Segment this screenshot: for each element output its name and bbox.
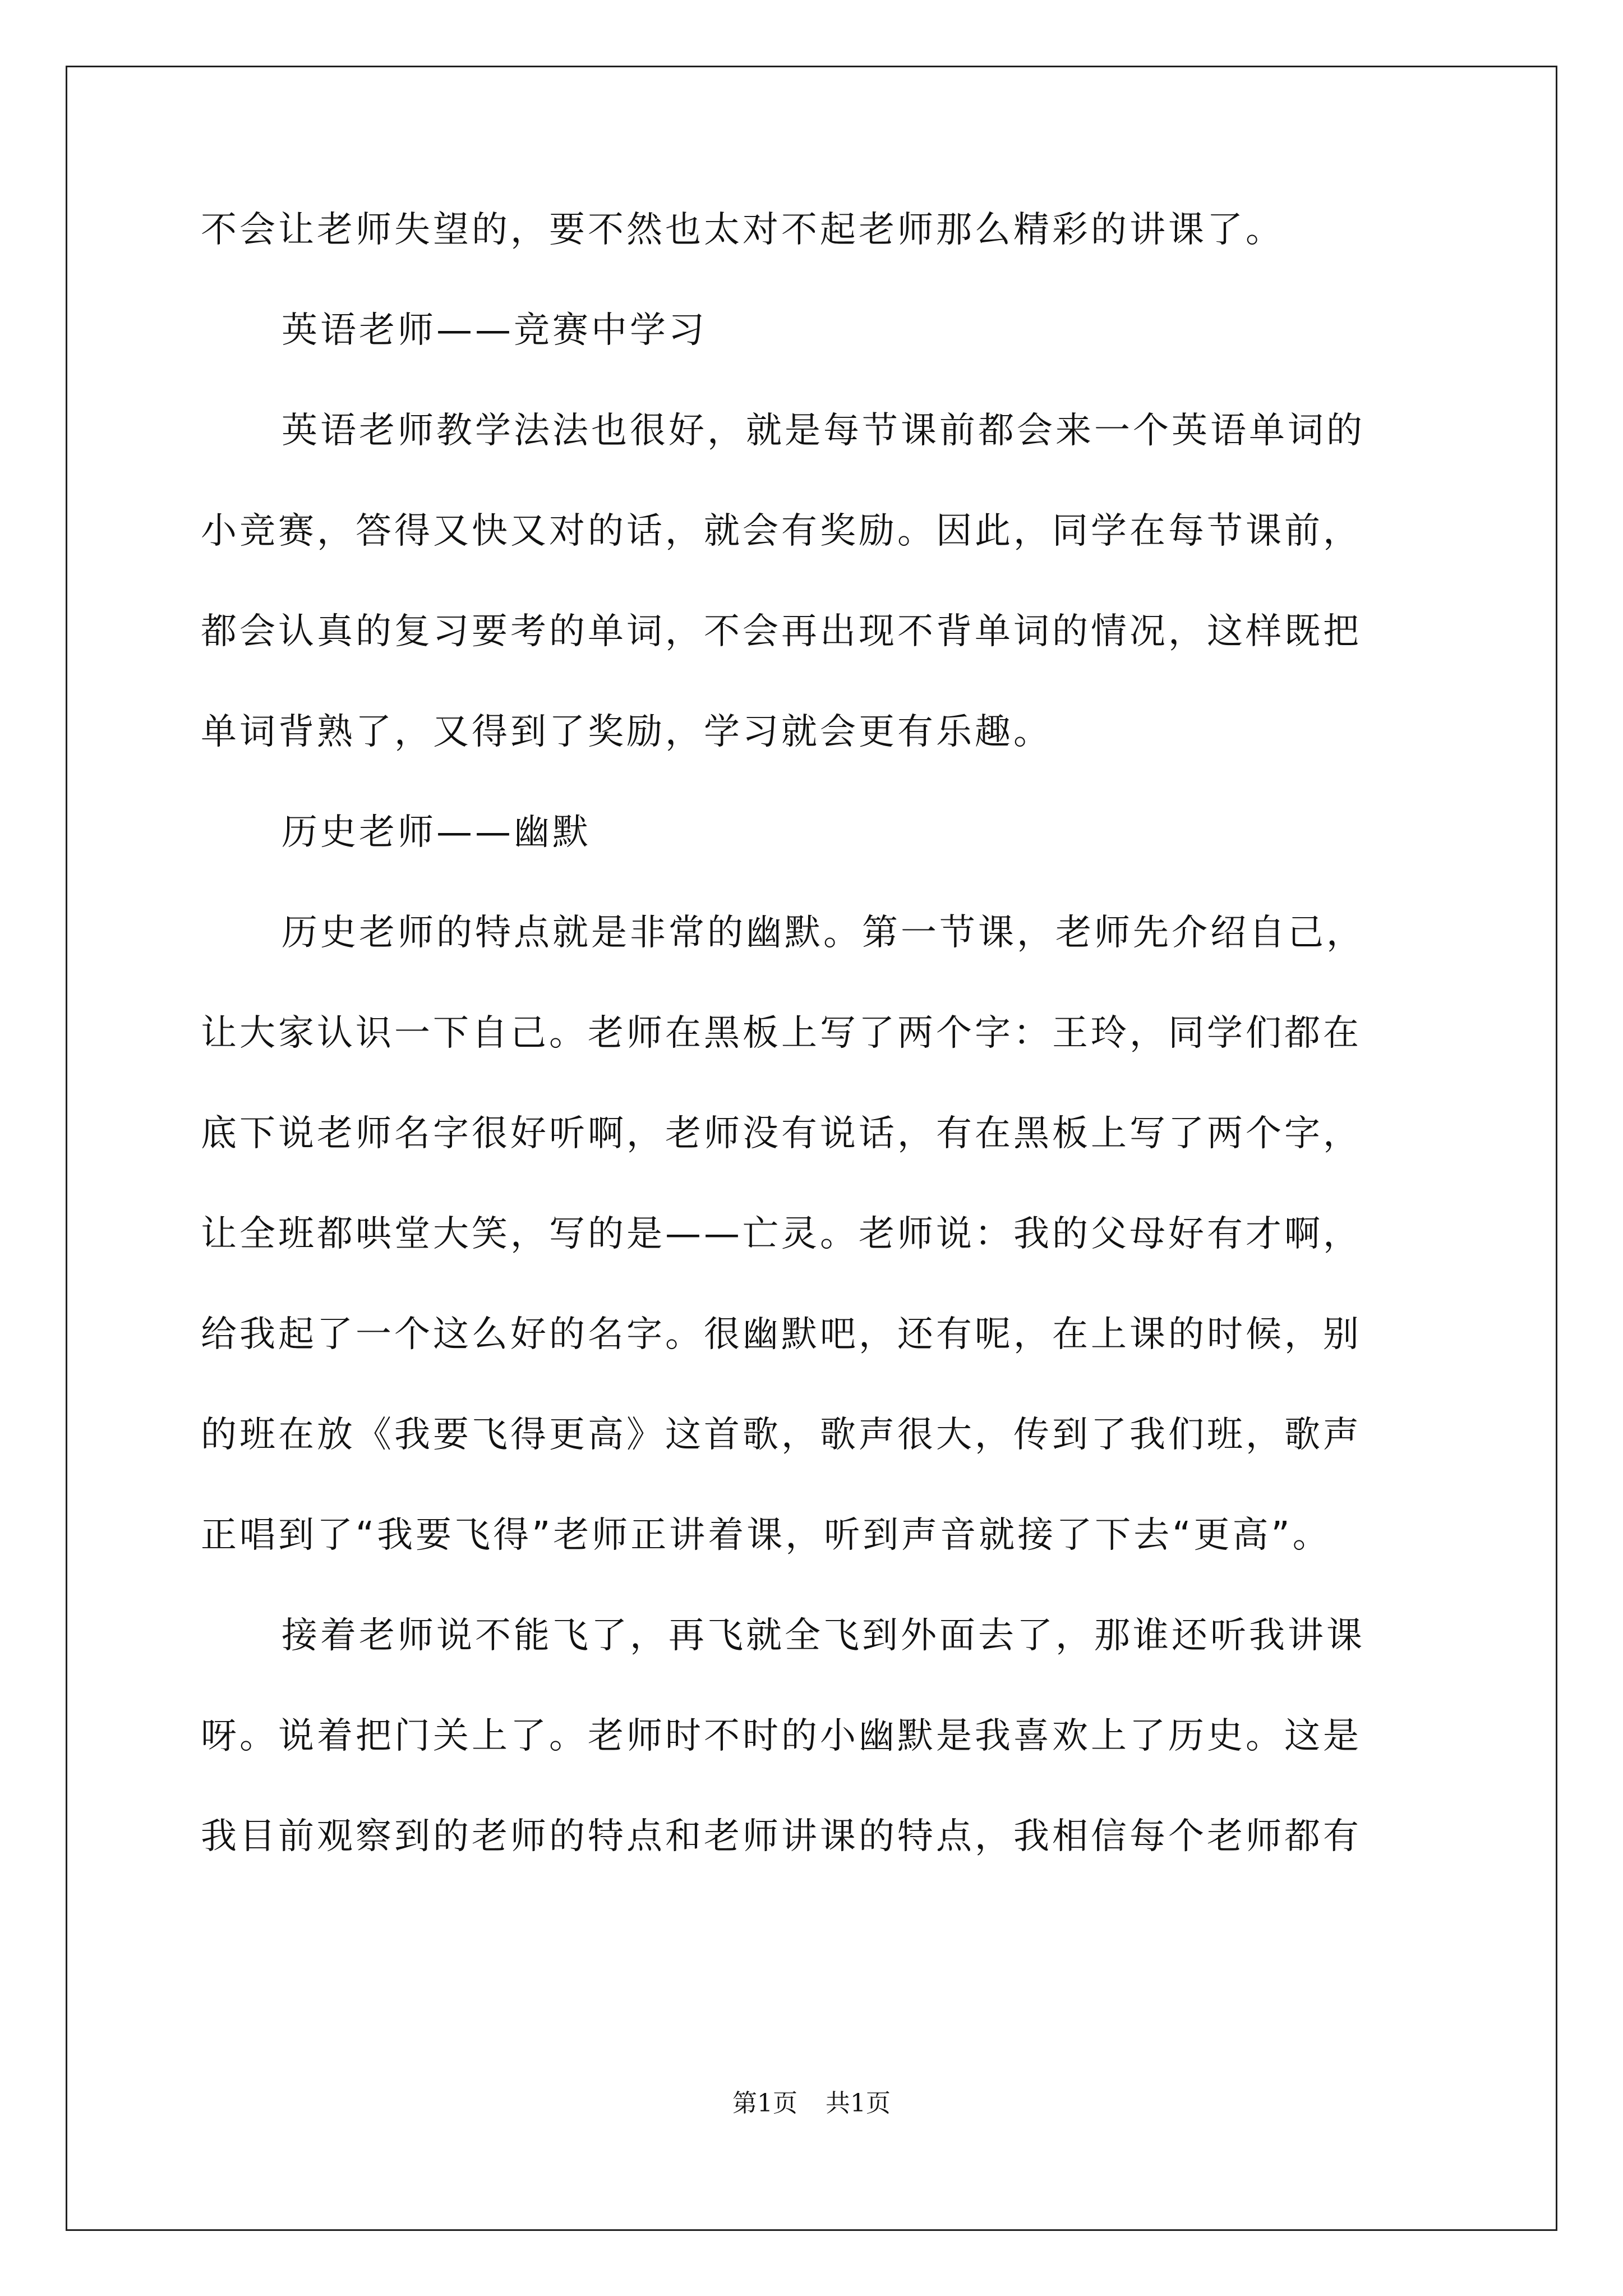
text-line: 单词背熟了，又得到了奖励，学习就会更有乐趣。 (201, 711, 1052, 753)
text-line: 让大家认识一下自己。老师在黑板上写了两个字：王玲，同学们都在 (201, 1013, 1362, 1054)
page-number-current: 第1页 (732, 2089, 797, 2118)
text-line: 不会让老师失望的，要不然也太对不起老师那么精彩的讲课了。 (201, 209, 1284, 251)
text-line: 正唱到了“我要飞得”老师正讲着课，听到声音就接了下去“更高”。 (201, 1515, 1331, 1556)
text-line: 英语老师教学法法也很好，就是每节课前都会来一个英语单词的 (282, 410, 1365, 452)
text-line: 的班在放《我要飞得更高》这首歌，歌声很大，传到了我们班，歌声 (201, 1414, 1362, 1456)
text-line: 给我起了一个这么好的名字。很幽默吧，还有呢，在上课的时候，别 (201, 1314, 1362, 1355)
text-line: 底下说老师名字很好听啊，老师没有说话，有在黑板上写了两个字， (201, 1113, 1362, 1154)
document-body (201, 202, 1463, 1909)
text-line: 英语老师——竞赛中学习 (282, 310, 707, 351)
page-footer (0, 2087, 1623, 2120)
text-line: 小竞赛，答得又快又对的话，就会有奖励。因此，同学在每节课前， (201, 510, 1362, 552)
text-line: 历史老师——幽默 (282, 812, 591, 853)
text-line: 呀。说着把门关上了。老师时不时的小幽默是我喜欢上了历史。这是 (201, 1715, 1362, 1757)
text-line: 我目前观察到的老师的特点和老师讲课的特点，我相信每个老师都有 (201, 1816, 1362, 1857)
page-number-total: 共1页 (826, 2089, 891, 2118)
text-line: 让全班都哄堂大笑，写的是——亡灵。老师说：我的父母好有才啊， (201, 1213, 1362, 1255)
text-line: 历史老师的特点就是非常的幽默。第一节课，老师先介绍自己， (282, 912, 1365, 954)
text-line: 接着老师说不能飞了，再飞就全飞到外面去了，那谁还听我讲课 (282, 1615, 1365, 1657)
text-line: 都会认真的复习要考的单词，不会再出现不背单词的情况，这样既把 (201, 611, 1362, 652)
